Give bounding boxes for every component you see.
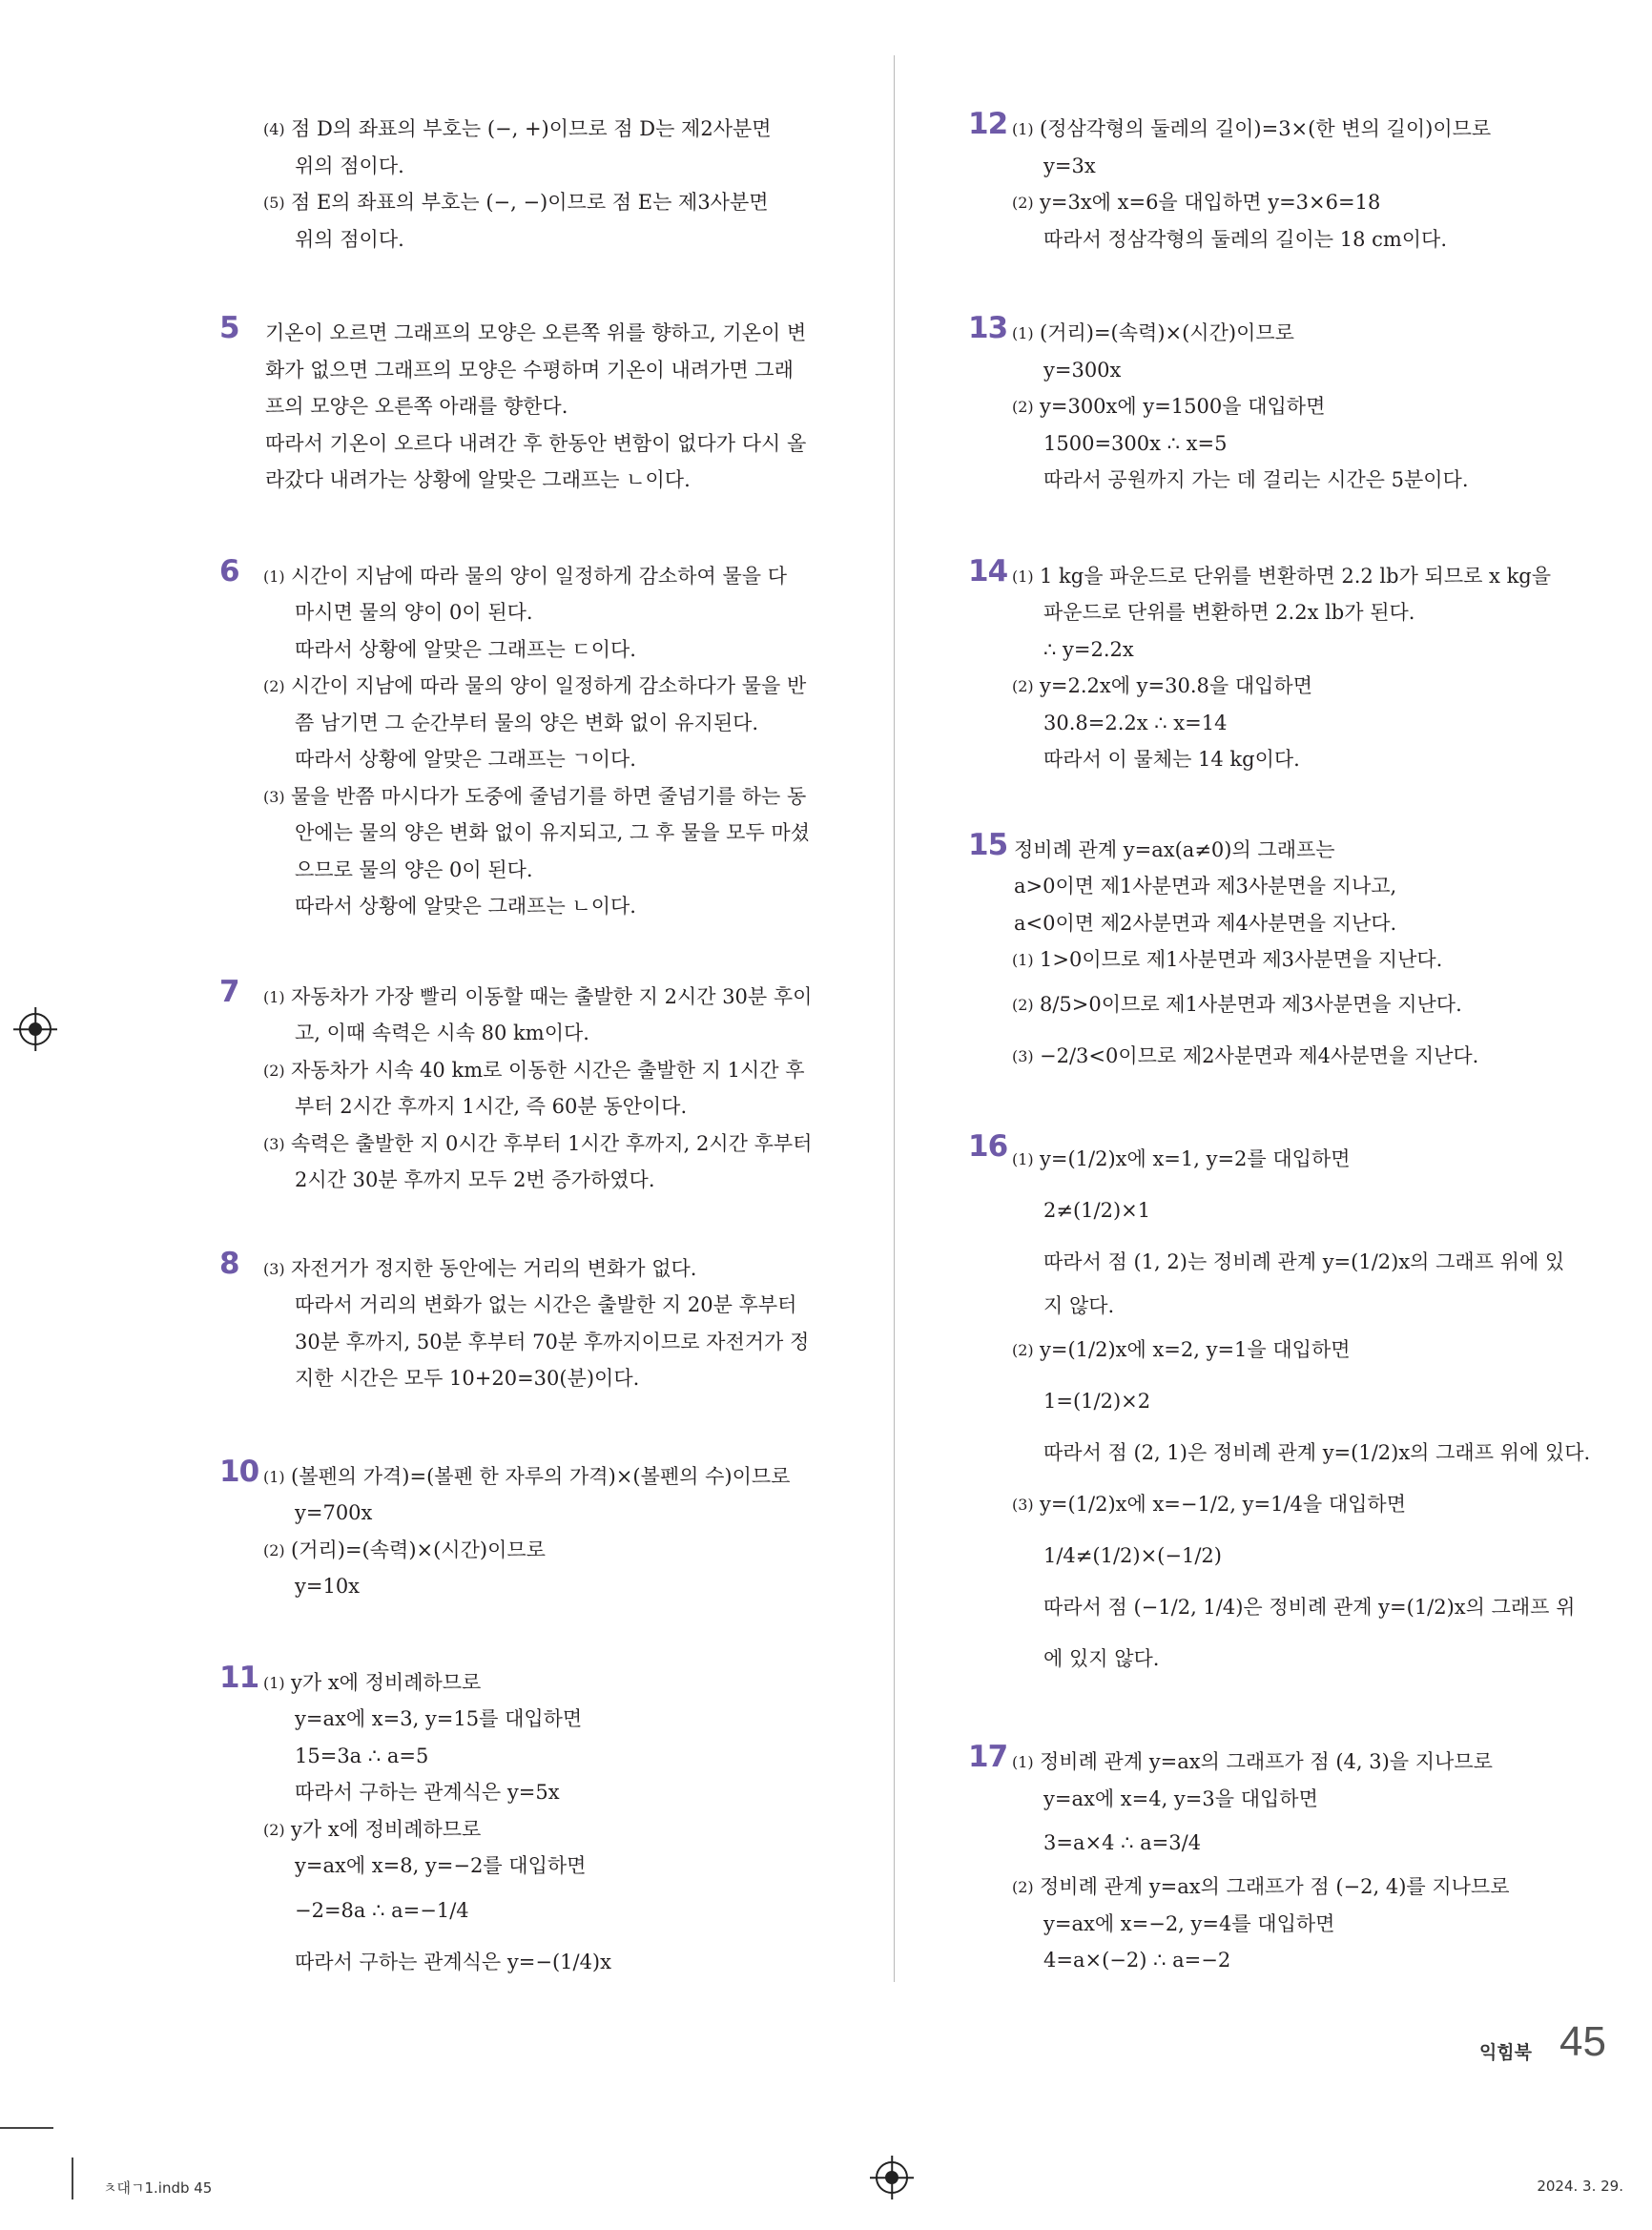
line-text: 으므로 물의 양은 0이 된다. bbox=[295, 857, 533, 881]
subproblem-marker: (3) bbox=[263, 787, 285, 806]
subproblem-marker: (2) bbox=[263, 677, 285, 695]
solution-line bbox=[265, 1848, 858, 1885]
subproblem-marker: (1) bbox=[1012, 1149, 1034, 1168]
line-text: y=10x bbox=[295, 1575, 361, 1598]
solution-line bbox=[1014, 1030, 1579, 1082]
solution-line bbox=[1014, 111, 1579, 148]
line-text: 안에는 물의 양은 변화 없이 유지되고, 그 후 물을 모두 마셨 bbox=[295, 821, 811, 844]
solution-line bbox=[1014, 425, 1579, 463]
line-text: −2/3<0이므로 제2사분면과 제4사분면을 지난다. bbox=[1040, 1043, 1479, 1067]
solution-line bbox=[265, 1701, 858, 1738]
problem-block bbox=[219, 1660, 858, 1988]
line-text: 30.8=2.2x ∴ x=14 bbox=[1043, 711, 1228, 734]
line-text: 쯤 남기면 그 순간부터 물의 양은 변화 없이 유지된다. bbox=[295, 711, 759, 734]
line-text: 마시면 물의 양이 0이 된다. bbox=[295, 601, 533, 624]
line-text: 에 있지 않다. bbox=[1043, 1647, 1160, 1670]
solution-line bbox=[1014, 388, 1579, 425]
line-text: y=ax에 x=8, y=−2를 대입하면 bbox=[295, 1854, 587, 1877]
solution-line bbox=[1014, 1581, 1579, 1633]
line-text: 파운드로 단위를 변환하면 2.2x lb가 된다. bbox=[1043, 601, 1415, 624]
problem-block bbox=[219, 553, 858, 925]
solution-line bbox=[1014, 1633, 1579, 1684]
subproblem-marker: (2) bbox=[263, 1061, 285, 1080]
line-text: y=3x bbox=[1043, 154, 1096, 177]
problem-number: 10 bbox=[219, 1454, 259, 1489]
solution-line bbox=[1014, 1817, 1579, 1869]
crop-mark bbox=[0, 2127, 53, 2129]
subproblem-marker: (1) bbox=[263, 987, 285, 1006]
solution-line bbox=[265, 1015, 858, 1052]
line-text: y=ax에 x=4, y=3을 대입하면 bbox=[1043, 1786, 1318, 1810]
line-text: 따라서 공원까지 가는 데 걸리는 시간은 5분이다. bbox=[1043, 468, 1469, 491]
solution-line bbox=[265, 388, 858, 425]
right-column bbox=[968, 57, 1591, 1979]
solution-line bbox=[265, 558, 858, 595]
line-text: y가 x에 정비례하므로 bbox=[291, 1817, 482, 1841]
problem-number: 6 bbox=[219, 553, 239, 588]
solution-line bbox=[265, 1250, 858, 1288]
registration-mark-icon bbox=[19, 1013, 52, 1045]
line-text: 정비례 관계 y=ax의 그래프가 점 (4, 3)을 지나므로 bbox=[1040, 1750, 1493, 1773]
problem-block bbox=[219, 111, 858, 258]
solution-line bbox=[265, 462, 858, 499]
line-text: y=(1/2)x에 x=1, y=2를 대입하면 bbox=[1040, 1146, 1351, 1170]
solution-line bbox=[265, 668, 858, 705]
line-text: 화가 없으면 그래프의 모양은 수평하며 기온이 내려가면 그래 bbox=[265, 358, 794, 382]
line-text: 자동차가 시속 40 km로 이동한 시간은 출발한 지 1시간 후 bbox=[291, 1058, 805, 1082]
solution-line bbox=[265, 815, 858, 852]
problem-number: 16 bbox=[968, 1128, 1008, 1164]
solution-line bbox=[265, 184, 858, 221]
solution-line bbox=[265, 1885, 858, 1936]
line-text: a<0이면 제2사분면과 제4사분면을 지난다. bbox=[1014, 911, 1397, 935]
solution-line bbox=[1014, 1869, 1579, 1906]
subproblem-marker: (2) bbox=[1012, 677, 1034, 695]
solution-line bbox=[265, 1324, 858, 1361]
line-text: 따라서 구하는 관계식은 y=−(1/4)x bbox=[295, 1950, 611, 1973]
subproblem-marker: (2) bbox=[263, 1820, 285, 1839]
solution-line bbox=[265, 778, 858, 816]
solution-line bbox=[1014, 741, 1579, 778]
line-text: 시간이 지남에 따라 물의 양이 일정하게 감소하다가 물을 반 bbox=[291, 674, 807, 697]
line-text: 따라서 상황에 알맞은 그래프는 ㄱ이다. bbox=[295, 748, 636, 771]
subproblem-marker: (1) bbox=[263, 567, 285, 586]
solution-line bbox=[1014, 1942, 1579, 1979]
line-text: 정비례 관계 y=ax의 그래프가 점 (−2, 4)를 지나므로 bbox=[1040, 1875, 1510, 1898]
line-text: y=300x에 y=1500을 대입하면 bbox=[1040, 395, 1326, 418]
solution-line bbox=[1014, 221, 1579, 258]
line-text: −2=8a ∴ a=−1/4 bbox=[295, 1898, 469, 1922]
solution-line bbox=[1014, 705, 1579, 742]
line-text: y=700x bbox=[295, 1501, 373, 1524]
solution-line bbox=[265, 631, 858, 669]
line-text: y=(1/2)x에 x=−1/2, y=1/4을 대입하면 bbox=[1040, 1493, 1406, 1516]
solution-line bbox=[1014, 352, 1579, 389]
solution-line bbox=[1014, 941, 1579, 979]
solution-line bbox=[265, 852, 858, 889]
solution-line bbox=[265, 1360, 858, 1397]
page-number: 45 bbox=[1559, 2018, 1606, 2065]
line-text: 1/4≠(1/2)×(−1/2) bbox=[1043, 1544, 1222, 1567]
solution-line bbox=[1014, 1324, 1579, 1375]
line-text: 지한 시간은 모두 10+20=30(분)이다. bbox=[295, 1367, 640, 1390]
line-text: 따라서 점 (1, 2)는 정비례 관계 y=(1/2)x의 그래프 위에 있 bbox=[1043, 1249, 1565, 1273]
solution-line bbox=[265, 705, 858, 742]
problem-number: 7 bbox=[219, 974, 239, 1009]
line-text: 시간이 지남에 따라 물의 양이 일정하게 감소하여 물을 다 bbox=[291, 564, 787, 588]
subproblem-marker: (1) bbox=[1012, 120, 1034, 138]
problem-number: 8 bbox=[219, 1246, 239, 1281]
line-text: 1=(1/2)×2 bbox=[1043, 1390, 1151, 1413]
crop-mark bbox=[72, 2158, 73, 2199]
line-text: 따라서 정삼각형의 둘레의 길이는 18 cm이다. bbox=[1043, 227, 1448, 251]
problem-block bbox=[219, 974, 858, 1199]
solution-line bbox=[1014, 594, 1579, 631]
solution-line bbox=[1014, 462, 1579, 499]
solution-line bbox=[1014, 668, 1579, 705]
solution-line bbox=[265, 1568, 858, 1605]
line-text: a>0이면 제1사분면과 제3사분면을 지나고, bbox=[1014, 875, 1397, 898]
line-text: 따라서 점 (2, 1)은 정비례 관계 y=(1/2)x의 그래프 위에 있다. bbox=[1043, 1441, 1591, 1464]
solution-line bbox=[265, 741, 858, 778]
subproblem-marker: (3) bbox=[1012, 1046, 1034, 1065]
line-text: 4=a×(−2) ∴ a=−2 bbox=[1043, 1949, 1231, 1972]
solution-line bbox=[1014, 1375, 1579, 1427]
line-text: (거리)=(속력)×(시간)이므로 bbox=[1040, 321, 1294, 344]
problem-block bbox=[219, 1454, 858, 1605]
subproblem-marker: (3) bbox=[263, 1134, 285, 1153]
problem-block bbox=[968, 553, 1579, 778]
problem-block bbox=[968, 827, 1579, 1082]
line-text: y=ax에 x=−2, y=4를 대입하면 bbox=[1043, 1911, 1335, 1935]
line-text: y가 x에 정비례하므로 bbox=[291, 1670, 482, 1694]
subproblem-marker: (2) bbox=[1012, 995, 1034, 1014]
solution-line bbox=[1014, 184, 1579, 221]
line-text: 1500=300x ∴ x=5 bbox=[1043, 431, 1228, 455]
subproblem-marker: (1) bbox=[1012, 324, 1034, 342]
solution-line bbox=[265, 1162, 858, 1199]
line-text: 정비례 관계 y=ax(a≠0)의 그래프는 bbox=[1014, 837, 1335, 861]
solution-line bbox=[1014, 315, 1579, 352]
solution-line bbox=[265, 1495, 858, 1532]
subproblem-marker: (4) bbox=[263, 120, 285, 138]
solution-line bbox=[1014, 905, 1579, 942]
solution-line bbox=[1014, 1288, 1579, 1325]
subproblem-marker: (5) bbox=[263, 194, 285, 212]
problem-block bbox=[968, 1128, 1591, 1685]
line-text: (거리)=(속력)×(시간)이므로 bbox=[291, 1538, 546, 1561]
subproblem-marker: (1) bbox=[263, 1467, 285, 1486]
print-slug-date: 2024. 3. 29. bbox=[1537, 2178, 1623, 2195]
solution-line bbox=[265, 1936, 858, 1988]
line-text: 8/5>0이므로 제1사분면과 제3사분면을 지난다. bbox=[1040, 992, 1462, 1016]
line-text: 지 않다. bbox=[1043, 1293, 1115, 1317]
line-text: 점 D의 좌표의 부호는 (−, +)이므로 점 D는 제2사분면 bbox=[291, 117, 772, 140]
line-text: 프의 모양은 오른쪽 아래를 향한다. bbox=[265, 395, 568, 418]
left-column bbox=[219, 57, 858, 1988]
solution-line bbox=[265, 1532, 858, 1569]
line-text: 자전거가 정지한 동안에는 거리의 변화가 없다. bbox=[291, 1256, 697, 1280]
solution-line bbox=[265, 1287, 858, 1324]
line-text: 따라서 상황에 알맞은 그래프는 ㄴ이다. bbox=[295, 895, 636, 918]
subproblem-marker: (1) bbox=[1012, 567, 1034, 586]
solution-line bbox=[1014, 832, 1579, 869]
solution-line bbox=[265, 221, 858, 258]
line-text: 30분 후까지, 50분 후부터 70분 후까지이므로 자전거가 정 bbox=[295, 1330, 810, 1353]
problem-number: 12 bbox=[968, 107, 1008, 141]
column-divider bbox=[894, 55, 895, 1982]
problem-number: 17 bbox=[968, 1740, 1008, 1774]
subproblem-marker: (1) bbox=[1012, 1753, 1034, 1771]
subproblem-marker: (2) bbox=[263, 1540, 285, 1559]
line-text: 고, 이때 속력은 시속 80 km이다. bbox=[295, 1022, 589, 1044]
problem-number: 5 bbox=[219, 311, 239, 345]
line-text: 따라서 상황에 알맞은 그래프는 ㄷ이다. bbox=[295, 637, 636, 661]
registration-mark-icon bbox=[876, 2161, 908, 2194]
line-text: 따라서 거리의 변화가 없는 시간은 출발한 지 20분 후부터 bbox=[295, 1293, 797, 1316]
solution-line bbox=[265, 1125, 858, 1163]
line-text: ∴ y=2.2x bbox=[1043, 637, 1134, 661]
solution-line bbox=[265, 888, 858, 925]
line-text: y=300x bbox=[1043, 358, 1122, 382]
line-text: 위의 점이다. bbox=[295, 227, 404, 251]
line-text: y=ax에 x=3, y=15를 대입하면 bbox=[295, 1707, 583, 1730]
line-text: 부터 2시간 후까지 1시간, 즉 60분 동안이다. bbox=[295, 1095, 688, 1118]
solution-line bbox=[265, 148, 858, 185]
line-text: 1>0이므로 제1사분면과 제3사분면을 지난다. bbox=[1040, 948, 1443, 971]
solution-line bbox=[265, 425, 858, 463]
solution-line bbox=[1014, 631, 1579, 669]
solution-line bbox=[265, 352, 858, 389]
solution-line bbox=[265, 1458, 858, 1496]
solution-line bbox=[265, 111, 858, 148]
subproblem-marker: (1) bbox=[263, 1673, 285, 1692]
line-text: 따라서 기온이 오르다 내려간 후 한동안 변함이 없다가 다시 올 bbox=[265, 431, 807, 455]
solution-line bbox=[1014, 1744, 1579, 1781]
solution-line bbox=[1014, 1906, 1579, 1943]
problem-block bbox=[968, 107, 1579, 258]
problem-block bbox=[968, 311, 1579, 499]
solution-line bbox=[265, 1088, 858, 1125]
solution-line bbox=[265, 315, 858, 352]
subproblem-marker: (3) bbox=[1012, 1496, 1034, 1514]
solution-line bbox=[1014, 979, 1579, 1030]
problem-block bbox=[219, 311, 858, 499]
solution-line bbox=[1014, 1478, 1579, 1530]
solution-line bbox=[1014, 1781, 1579, 1818]
problem-number: 11 bbox=[219, 1660, 259, 1695]
line-text: y=3x에 x=6을 대입하면 y=3×6=18 bbox=[1040, 191, 1381, 214]
line-text: 따라서 구하는 관계식은 y=5x bbox=[295, 1781, 560, 1804]
problem-block bbox=[219, 1246, 858, 1397]
section-label: 익힘북 bbox=[1478, 2042, 1532, 2063]
line-text: 자동차가 가장 빨리 이동할 때는 출발한 지 2시간 30분 후이 bbox=[291, 984, 813, 1008]
problem-number: 15 bbox=[968, 827, 1008, 862]
solution-line bbox=[1014, 1185, 1579, 1236]
line-text: 1 kg을 파운드로 단위를 변환하면 2.2 lb가 되므로 x kg을 bbox=[1040, 564, 1552, 588]
solution-line bbox=[1014, 1530, 1579, 1581]
solution-line bbox=[1014, 1236, 1579, 1288]
line-text: (볼펜의 가격)=(볼펜 한 자루의 가격)×(볼펜의 수)이므로 bbox=[291, 1464, 791, 1488]
line-text: 점 E의 좌표의 부호는 (−, −)이므로 점 E는 제3사분면 bbox=[291, 191, 769, 214]
subproblem-marker: (2) bbox=[1012, 1878, 1034, 1896]
solution-line bbox=[1014, 1133, 1579, 1185]
solution-line bbox=[1014, 868, 1579, 905]
solution-line bbox=[1014, 148, 1579, 185]
line-text: 따라서 점 (−1/2, 1/4)은 정비례 관계 y=(1/2)x의 그래프 위 bbox=[1043, 1596, 1576, 1619]
subproblem-marker: (2) bbox=[1012, 194, 1034, 212]
solution-line bbox=[1014, 1427, 1591, 1478]
problem-number: 14 bbox=[968, 553, 1008, 588]
line-text: (정삼각형의 둘레의 길이)=3×(한 변의 길이)이므로 bbox=[1040, 117, 1492, 140]
line-text: y=2.2x에 y=30.8을 대입하면 bbox=[1040, 674, 1312, 697]
subproblem-marker: (1) bbox=[1012, 951, 1034, 969]
solution-line bbox=[265, 1664, 858, 1702]
line-text: 기온이 오르면 그래프의 모양은 오른쪽 위를 향하고, 기온이 변 bbox=[265, 321, 807, 344]
solution-line bbox=[265, 594, 858, 631]
solution-line bbox=[265, 1811, 858, 1848]
line-text: 따라서 이 물체는 14 kg이다. bbox=[1043, 748, 1300, 771]
problem-block bbox=[968, 1740, 1579, 1979]
line-text: y=(1/2)x에 x=2, y=1을 대입하면 bbox=[1040, 1338, 1351, 1361]
line-text: 15=3a ∴ a=5 bbox=[295, 1744, 429, 1767]
subproblem-marker: (3) bbox=[263, 1259, 285, 1278]
line-text: 3=a×4 ∴ a=3/4 bbox=[1043, 1831, 1202, 1854]
solution-line bbox=[265, 1738, 858, 1775]
line-text: 물을 반쯤 마시다가 도중에 줄넘기를 하면 줄넘기를 하는 동 bbox=[291, 784, 807, 808]
subproblem-marker: (2) bbox=[1012, 1341, 1034, 1359]
line-text: 라갔다 내려가는 상황에 알맞은 그래프는 ㄴ이다. bbox=[265, 468, 691, 491]
print-slug-file: ㅊ대ㄱ1.indb 45 bbox=[103, 2179, 213, 2197]
line-text: 2시간 30분 후까지 모두 2번 증가하였다. bbox=[295, 1168, 655, 1191]
line-text: 2≠(1/2)×1 bbox=[1043, 1198, 1151, 1222]
solution-line bbox=[265, 979, 858, 1016]
line-text: 속력은 출발한 지 0시간 후부터 1시간 후까지, 2시간 후부터 bbox=[291, 1131, 813, 1155]
solution-line bbox=[265, 1774, 858, 1811]
line-text: 위의 점이다. bbox=[295, 154, 404, 177]
problem-number: 13 bbox=[968, 311, 1008, 345]
solution-line bbox=[1014, 558, 1579, 595]
solution-line bbox=[265, 1052, 858, 1089]
subproblem-marker: (2) bbox=[1012, 398, 1034, 416]
